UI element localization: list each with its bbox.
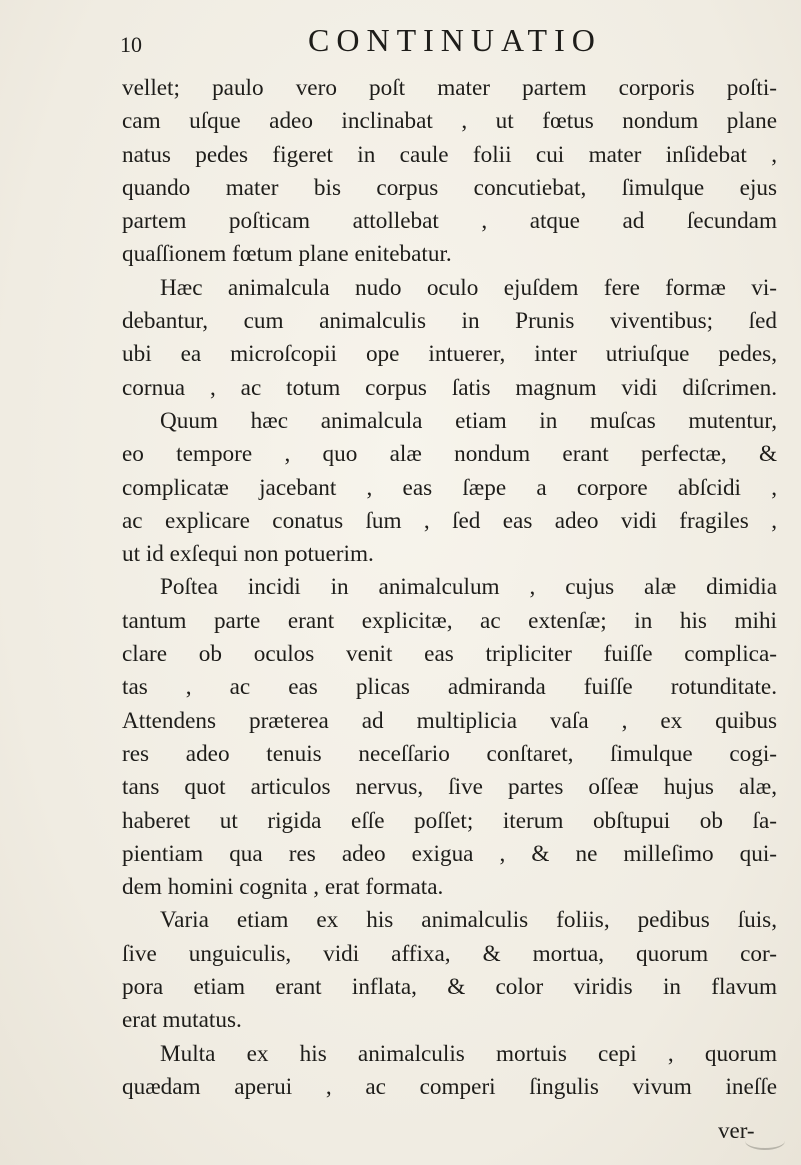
text-line: haberet ut rigida eſſe poſſet; iterum obſtupui ob ſa- — [122, 807, 777, 834]
text-line: tas , ac eas plicas admiranda fuiſſe rotunditate. — [122, 674, 777, 701]
text-line: Hæc animalcula nudo oculo ejuſdem fere formæ vi- — [160, 274, 777, 301]
text-line: Quum hæc animalcula etiam in muſcas mutentur, — [160, 407, 777, 434]
text-line: Varia etiam ex his animalculis foliis, pedibus ſuis, — [160, 907, 777, 934]
text-line: eo tempore , quo alæ nondum erant perfectæ, & — [122, 441, 777, 468]
text-line: ut id exſequi non potuerim. — [122, 541, 374, 568]
text-line: ubi ea microſcopii ope intuerer, inter utriuſque pedes, — [122, 341, 777, 368]
running-title: CONTINUATIO — [308, 22, 602, 58]
text-line: erat mutatus. — [122, 1007, 242, 1034]
text-line: quaſſionem fœtum plane enitebatur. — [122, 241, 452, 268]
text-line: Attendens præterea ad multiplicia vaſa , ex quibus — [122, 707, 777, 734]
text-line: debantur, cum animalculis in Prunis viventibus; ſed — [122, 308, 777, 335]
page-number: 10 — [120, 32, 142, 57]
text-line: tans quot articulos nervus, ſive partes oſſeæ hujus alæ, — [122, 774, 777, 801]
text-line: pientiam qua res adeo exigua , & ne milleſimo qui- — [122, 840, 777, 867]
text-line: dem homini cognita , erat formata. — [122, 874, 444, 901]
text-line: pora etiam erant inflata, & color viridis in flavum — [122, 974, 777, 1001]
text-line: quædam aperui , ac comperi ſingulis vivum ineſſe — [122, 1073, 777, 1100]
text-line: res adeo tenuis neceſſario conſtaret, ſimulque cogi- — [122, 740, 777, 767]
body-text — [122, 72, 777, 1104]
ink-smudge — [745, 1132, 785, 1150]
text-line: vellet; paulo vero poſt mater partem corporis poſti- — [122, 75, 777, 101]
text-line: cam uſque adeo inclinabat , ut fœtus nondum plane — [122, 108, 777, 135]
text-line: natus pedes figeret in caule folii cui mater inſidebat , — [122, 141, 777, 168]
running-head — [120, 22, 760, 62]
text-line: ac explicare conatus ſum , ſed eas adeo vidi fragiles , — [122, 507, 777, 534]
text-line: quando mater bis corpus concutiebat, ſimulque ejus — [122, 174, 777, 201]
text-line: complicatæ jacebant , eas ſæpe a corpore abſcidi , — [122, 474, 777, 501]
text-line: ſive unguiculis, vidi affixa, & mortua, quorum cor- — [122, 940, 777, 967]
text-line: Multa ex his animalculis mortuis cepi , quorum — [160, 1040, 777, 1067]
text-line: clare ob oculos venit eas tripliciter fuiſſe complica- — [122, 641, 777, 668]
text-line: partem poſticam attollebat , atque ad ſecundam — [122, 208, 777, 235]
text-line: cornua , ac totum corpus ſatis magnum vidi diſcrimen. — [122, 374, 777, 401]
catchword: ver- — [718, 1118, 755, 1143]
text-line: Poſtea incidi in animalculum , cujus alæ dimidia — [160, 574, 777, 601]
text-line: tantum parte erant explicitæ, ac extenſæ; in his mihi — [122, 607, 777, 634]
